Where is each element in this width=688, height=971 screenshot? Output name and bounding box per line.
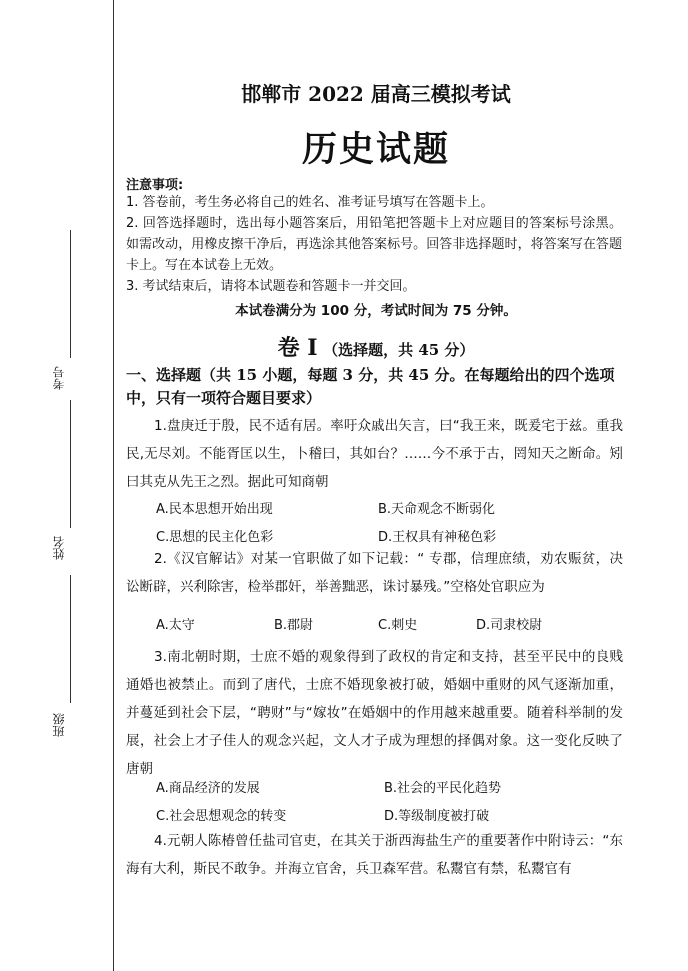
exam-no-label: 考号 [52,366,66,390]
option-c: C.思想的民主化色彩 [156,530,274,545]
notice-item: 2. 回答选择题时，选出每小题答案后，用铅笔把答题卡上对应题目的答案标号涂黑。如需改动，用橡皮擦干净后，再选涂其他答案标号。回答非选择题时，将答案写在答题卡上。写在本试卷上无效。 [126,216,622,273]
question-stem [126,643,623,783]
option-a: A.太守 [156,618,195,633]
question-4-stem: 4.元朝人陈椿曾任盐司官吏，在其关于浙西海盐生产的重要著作中附诗云：“东海有大利，斯民不敢争。并海立官舍，兵卫森军营。私鬻官有禁，私鬻官有 [126,833,623,877]
question-stem [126,545,623,601]
option-d: D.司隶校尉 [476,618,543,633]
option-b: B.郡尉 [274,618,314,633]
class-field [48,575,74,745]
binding-margin-line [113,0,114,971]
question-1-stem: 1.盘庚迁于殷，民不适有居。率吁众戚出矢言，曰“我王来，既爰宅于兹。重我民,无尽刘。不能胥匡以生，卜稽曰，其如台？……今不承于古，罔知天之断命。矧曰其克从先王之烈。据此可知商朝 [126,418,623,490]
option-b: B.社会的平民化趋势 [384,781,502,796]
notice-heading: 注意事项: [126,178,184,193]
section-title: 一、选择题（共 15 小题，每题 3 分，共 45 分。在每题给出的四个选项中，只有一项符合题目要求） [126,366,615,407]
option-d: D.等级制度被打破 [384,809,490,824]
option-b: B.天命观念不断弱化 [378,502,496,517]
notice-list [126,192,622,297]
option-a: A.民本思想开始出现 [156,502,273,517]
exam-no-writing-line [70,230,71,358]
exam-no-field [48,230,74,400]
volume-heading [126,331,626,362]
name-label: 姓名 [52,536,66,560]
question-stem [126,827,623,883]
question-2-stem: 2.《汉官解诂》对某一官职做了如下记载：“ 专郡，信理庶绩，劝农赈贫，决讼断辟，兴利除害，检举郡奸，举善黜恶，诛讨暴残。”空格处官职应为 [126,551,623,595]
notice-item: 3. 考试结束后，请将本试题卷和答题卡一并交回。 [126,279,416,294]
name-writing-line [70,400,71,528]
question-stem [126,412,623,496]
option-a: A.商品经济的发展 [156,781,260,796]
notice-item: 1. 答卷前，考生务必将自己的姓名、准考证号填写在答题卡上。 [126,195,494,210]
class-writing-line [70,575,71,703]
subject-title: 历史试题 [301,129,450,170]
score-time-line: 本试卷满分为 100 分，考试时间为 75 分钟。 [235,303,517,319]
option-d: D.王权具有神秘色彩 [378,530,497,545]
exam-title: 邯郸市 2022 届高三模拟考试 [241,82,511,106]
volume-name: 卷 Ⅰ [277,335,318,361]
option-c: C.社会思想观念的转变 [156,809,287,824]
name-field [48,400,74,570]
volume-detail: （选择题，共 45 分） [323,341,475,359]
question-3-stem: 3.南北朝时期，士庶不婚的观象得到了政权的肯定和支持，甚至平民中的良贱通婚也被禁止。而到了唐代，士庶不婚现象被打破，婚姻中重财的风气逐渐加重，并蔓延到社会下层，“聘财”与“嫁妆”在婚姻中的作用越来越重要。随着科举制的发展，社会上才子佳人的观念兴起，文人才子成为理想的择偶对象。这一变化反映了唐朝 [126,649,623,777]
option-c: C.刺史 [378,618,418,633]
class-label: 班级 [52,713,66,737]
